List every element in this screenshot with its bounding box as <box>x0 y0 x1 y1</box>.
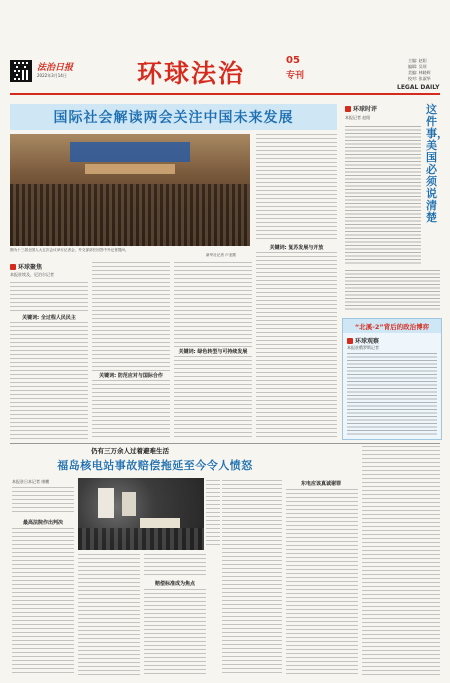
lead-byline: 本报驻埃及、尼泊尔记者 <box>10 272 54 277</box>
bottom-photo-caption <box>206 480 220 548</box>
lead-body-col2 <box>92 262 170 372</box>
column-tag-commentary: 环球时评 <box>345 104 377 113</box>
commentary-body-1 <box>345 126 421 266</box>
tag-marker-icon <box>10 264 16 270</box>
bottom-kicker: 仍有三万余人过着避难生活 <box>91 447 169 455</box>
page-tag: 专刊 <box>286 71 305 81</box>
side-box-body <box>347 353 437 437</box>
lead-subhead-1: 关键词: 全过程人民民主 <box>22 315 76 321</box>
masthead-rule <box>10 93 440 95</box>
bottom-body-col3b <box>144 589 206 676</box>
commentary-body-2 <box>345 270 440 310</box>
bottom-subhead-1: 最高法院作出判决 <box>22 520 63 526</box>
column-tag-focus: 环球聚焦 <box>10 262 42 271</box>
page-number: 05 <box>286 55 300 66</box>
qr-code-icon <box>10 60 32 82</box>
bottom-headline-band <box>30 456 280 474</box>
commentary-headline: 这件事，美国必须说清楚 <box>426 103 448 224</box>
lead-subhead-4: 关键词: 绿色转型与可持续发展 <box>178 349 248 355</box>
column-tag-observe: 环球观察 <box>347 336 379 345</box>
lead-body-col4 <box>256 134 337 242</box>
bottom-body-col5 <box>286 489 358 676</box>
side-box <box>342 318 442 440</box>
bottom-divider <box>10 443 440 444</box>
bottom-body-col2 <box>78 554 140 676</box>
tag-marker-icon <box>345 106 351 112</box>
bottom-subhead-2: 赔偿标准成为焦点 <box>154 581 195 587</box>
english-name: LEGAL DAILY <box>397 84 440 91</box>
side-box-headline-band <box>343 319 441 333</box>
bottom-body-col4 <box>222 480 282 676</box>
lead-photo <box>10 134 250 246</box>
lead-subhead-2: 关键词: 复苏发展与开放 <box>269 245 324 251</box>
photo-caption: 图为十三届全国人大五次会议举行记者会，外交部部长回答中外记者提问。 <box>10 248 129 252</box>
lead-headline-band <box>10 104 337 130</box>
paper-name: 法治日报 <box>37 63 74 73</box>
lead-body-col1 <box>10 282 88 312</box>
editor-list: 主编: 赵阳 编辑: 吴琼 美编: 林晓辉 校对: 张淑华 <box>408 58 431 81</box>
lead-subhead-3: 关键词: 防范应对与国际合作 <box>99 373 163 379</box>
lead-body-col3b <box>174 356 252 440</box>
bottom-body-col6 <box>362 446 440 676</box>
bottom-body-col1 <box>12 487 74 515</box>
issue-date: 2022年3月14日 <box>37 73 67 78</box>
photo-credit: 新华社记者 卢亚摄 <box>206 253 236 257</box>
side-box-headline: “北溪-2”背后的政治博弈 <box>354 322 430 331</box>
bottom-byline: 本报驻日本记者 康鹏 <box>12 479 50 484</box>
section-title: 环球法治 <box>137 59 246 88</box>
bottom-headline: 福岛核电站事故赔偿拖延至今令人愤怒 <box>57 459 253 472</box>
bottom-body-col3 <box>144 554 206 578</box>
bottom-body-col1b <box>12 528 74 676</box>
bottom-subhead-3: 东电应该真诚谢罪 <box>300 481 341 487</box>
lead-headline: 国际社会解读两会关注中国未来发展 <box>53 110 294 126</box>
lead-body-col2b <box>92 380 170 440</box>
side-box-byline: 本报驻俄罗斯记者 <box>347 345 379 350</box>
bottom-photo <box>78 478 204 550</box>
masthead <box>0 0 450 95</box>
lead-body-col1b <box>10 322 88 440</box>
lead-body-col3 <box>174 262 252 348</box>
commentary-byline: 本报记者 赵阳 <box>345 115 371 120</box>
tag-marker-icon <box>347 338 353 344</box>
lead-body-col4b <box>256 252 337 440</box>
